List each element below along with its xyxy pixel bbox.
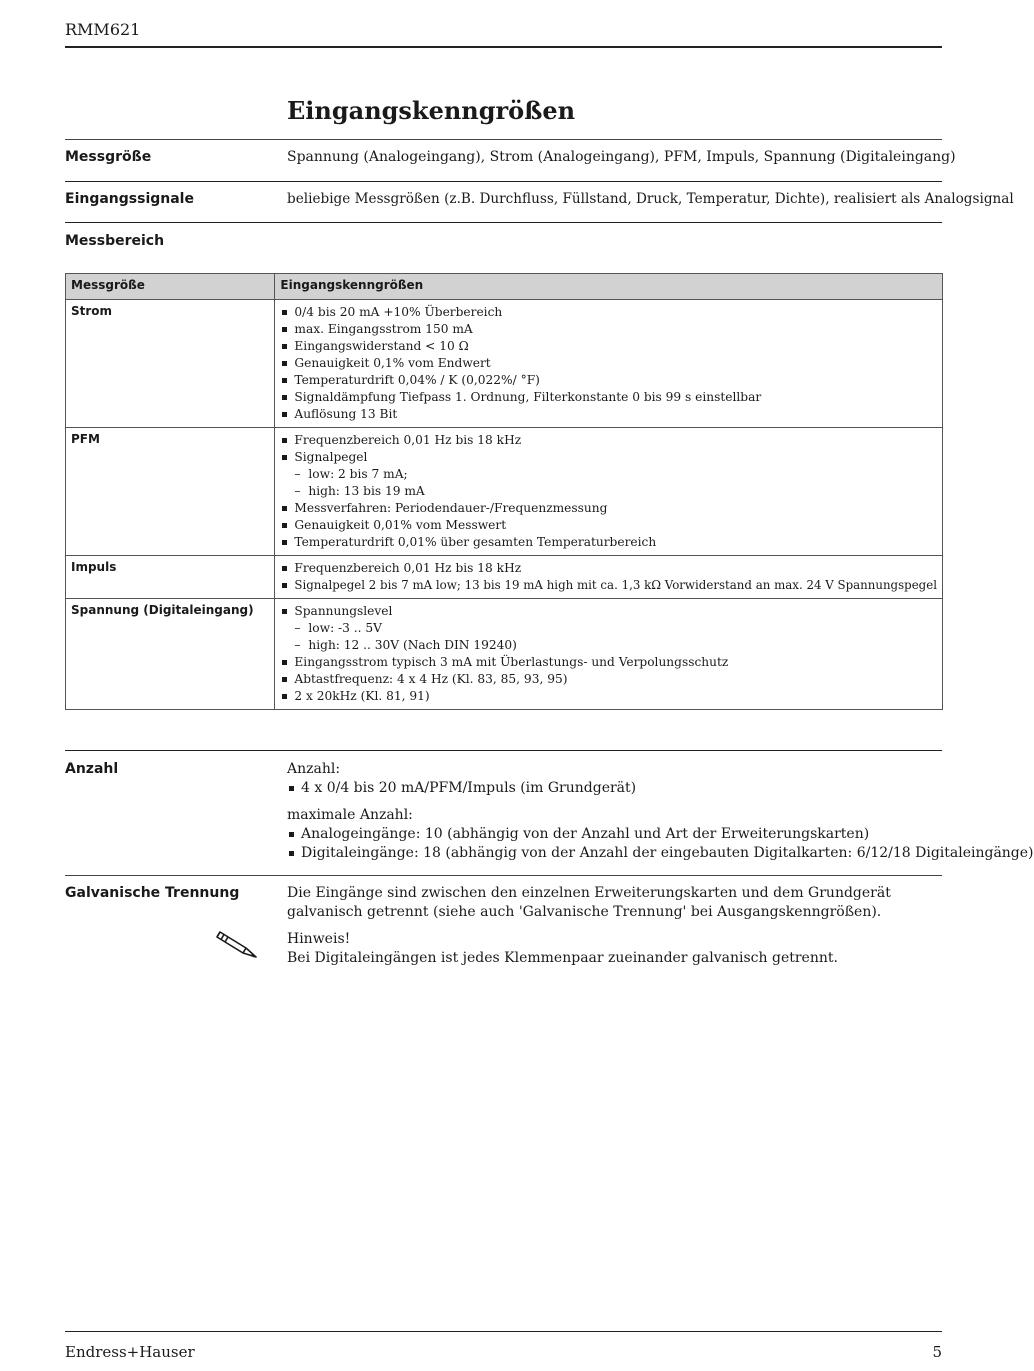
anzahl-intro: Anzahl:	[287, 761, 341, 777]
list-item: 4 x 0/4 bis 20 mA/PFM/Impuls (im Grundgerät)	[287, 779, 1034, 798]
list-item: Frequenzbereich 0,01 Hz bis 18 kHz	[280, 560, 937, 577]
list-item: 0/4 bis 20 mA +10% Überbereich	[280, 304, 937, 321]
list-item: Genauigkeit 0,01% vom Messwert	[280, 517, 937, 534]
row-label: Impuls	[66, 556, 275, 599]
list-item: Signalpegel 2 bis 7 mA low; 13 bis 19 mA high mit ca. 1,3 kΩ Vorwiderstand an max. 24 V Spannungspegel	[280, 577, 937, 594]
page-footer	[65, 1331, 942, 1371]
eingangssignale-label: Eingangssignale	[65, 191, 194, 207]
table-row-impuls	[66, 556, 943, 599]
divider	[65, 222, 942, 223]
list-item: Analogeingänge: 10 (abhängig von der Anzahl und Art der Erweiterungskarten)	[287, 825, 1034, 844]
list-item: Frequenzbereich 0,01 Hz bis 18 kHz	[280, 432, 937, 449]
row-specs	[275, 599, 943, 710]
list-item: Eingangswiderstand < 10 Ω	[280, 338, 937, 355]
page-header	[65, 14, 942, 48]
list-item: Messverfahren: Periodendauer-/Frequenzmessung	[280, 500, 937, 517]
brand-name: Endress+Hauser	[65, 1343, 195, 1361]
section-title: Eingangskenngrößen	[287, 96, 576, 125]
list-item: max. Eingangsstrom 150 mA	[280, 321, 937, 338]
row-label: Spannung (Digitaleingang)	[66, 599, 275, 710]
note-text: Bei Digitaleingängen ist jedes Klemmenpaar zueinander galvanisch getrennt.	[287, 950, 838, 966]
divider	[65, 875, 942, 876]
list-item: Auflösung 13 Bit	[280, 406, 937, 423]
list-item: Signalpegel	[280, 449, 937, 466]
list-item: Temperaturdrift 0,01% über gesamten Temperaturbereich	[280, 534, 937, 551]
galvanisch-content	[287, 884, 927, 968]
list-item: Eingangsstrom typisch 3 mA mit Überlastungs- und Verpolungsschutz	[280, 654, 937, 671]
row-specs	[275, 556, 943, 599]
anzahl-label: Anzahl	[65, 761, 119, 777]
row-specs	[275, 300, 943, 428]
sub-list-item: – high: 13 bis 19 mA	[280, 483, 937, 500]
list-item: Spannungslevel	[280, 603, 937, 620]
eingangssignale-value: beliebige Messgrößen (z.B. Durchfluss, Füllstand, Druck, Temperatur, Dichte), realisiert als Analogsignal	[287, 191, 1014, 207]
table-row-pfm	[66, 428, 943, 556]
list-item: Signaldämpfung Tiefpass 1. Ordnung, Filterkonstante 0 bis 99 s einstellbar	[280, 389, 937, 406]
messgroesse-label: Messgröße	[65, 149, 152, 165]
galvanisch-text: Die Eingänge sind zwischen den einzelnen Erweiterungskarten und dem Grundgerät galvanisch getrennt (siehe auch 'Galvanische Trennung' bei Ausgangskenngrößen).	[287, 885, 891, 920]
note-title: Hinweis!	[287, 931, 351, 947]
sub-list-item: – low: -3 .. 5V	[280, 620, 937, 637]
list-item: Abtastfrequenz: 4 x 4 Hz (Kl. 83, 85, 93, 95)	[280, 671, 937, 688]
column-header: Eingangskenngrößen	[275, 274, 943, 300]
sub-list-item: – low: 2 bis 7 mA;	[280, 466, 937, 483]
anzahl-content	[287, 760, 1034, 863]
row-label: Strom	[66, 300, 275, 428]
table-header-row	[66, 274, 943, 300]
galvanisch-label: Galvanische Trennung	[65, 885, 240, 901]
pencil-icon	[216, 926, 260, 960]
document-id: RMM621	[65, 20, 141, 39]
list-item: Digitaleingänge: 18 (abhängig von der Anzahl der eingebauten Digitalkarten: 6/12/18 Digitaleingänge)	[287, 844, 1034, 863]
messbereich-label: Messbereich	[65, 233, 165, 249]
sub-list-item: – high: 12 .. 30V (Nach DIN 19240)	[280, 637, 937, 654]
input-spec-table	[65, 273, 943, 710]
column-header: Messgröße	[66, 274, 275, 300]
messgroesse-value: Spannung (Analogeingang), Strom (Analogeingang), PFM, Impuls, Spannung (Digitaleingang)	[287, 149, 956, 165]
row-specs	[275, 428, 943, 556]
divider	[65, 139, 942, 140]
row-label: PFM	[66, 428, 275, 556]
page-number: 5	[932, 1343, 942, 1361]
divider	[65, 181, 942, 182]
list-item: Genauigkeit 0,1% vom Endwert	[280, 355, 937, 372]
list-item: Temperaturdrift 0,04% / K (0,022%/ °F)	[280, 372, 937, 389]
anzahl-max-intro: maximale Anzahl:	[287, 807, 413, 823]
divider	[65, 750, 942, 751]
list-item: 2 x 20kHz (Kl. 81, 91)	[280, 688, 937, 705]
table-row-strom	[66, 300, 943, 428]
table-row-spannung	[66, 599, 943, 710]
